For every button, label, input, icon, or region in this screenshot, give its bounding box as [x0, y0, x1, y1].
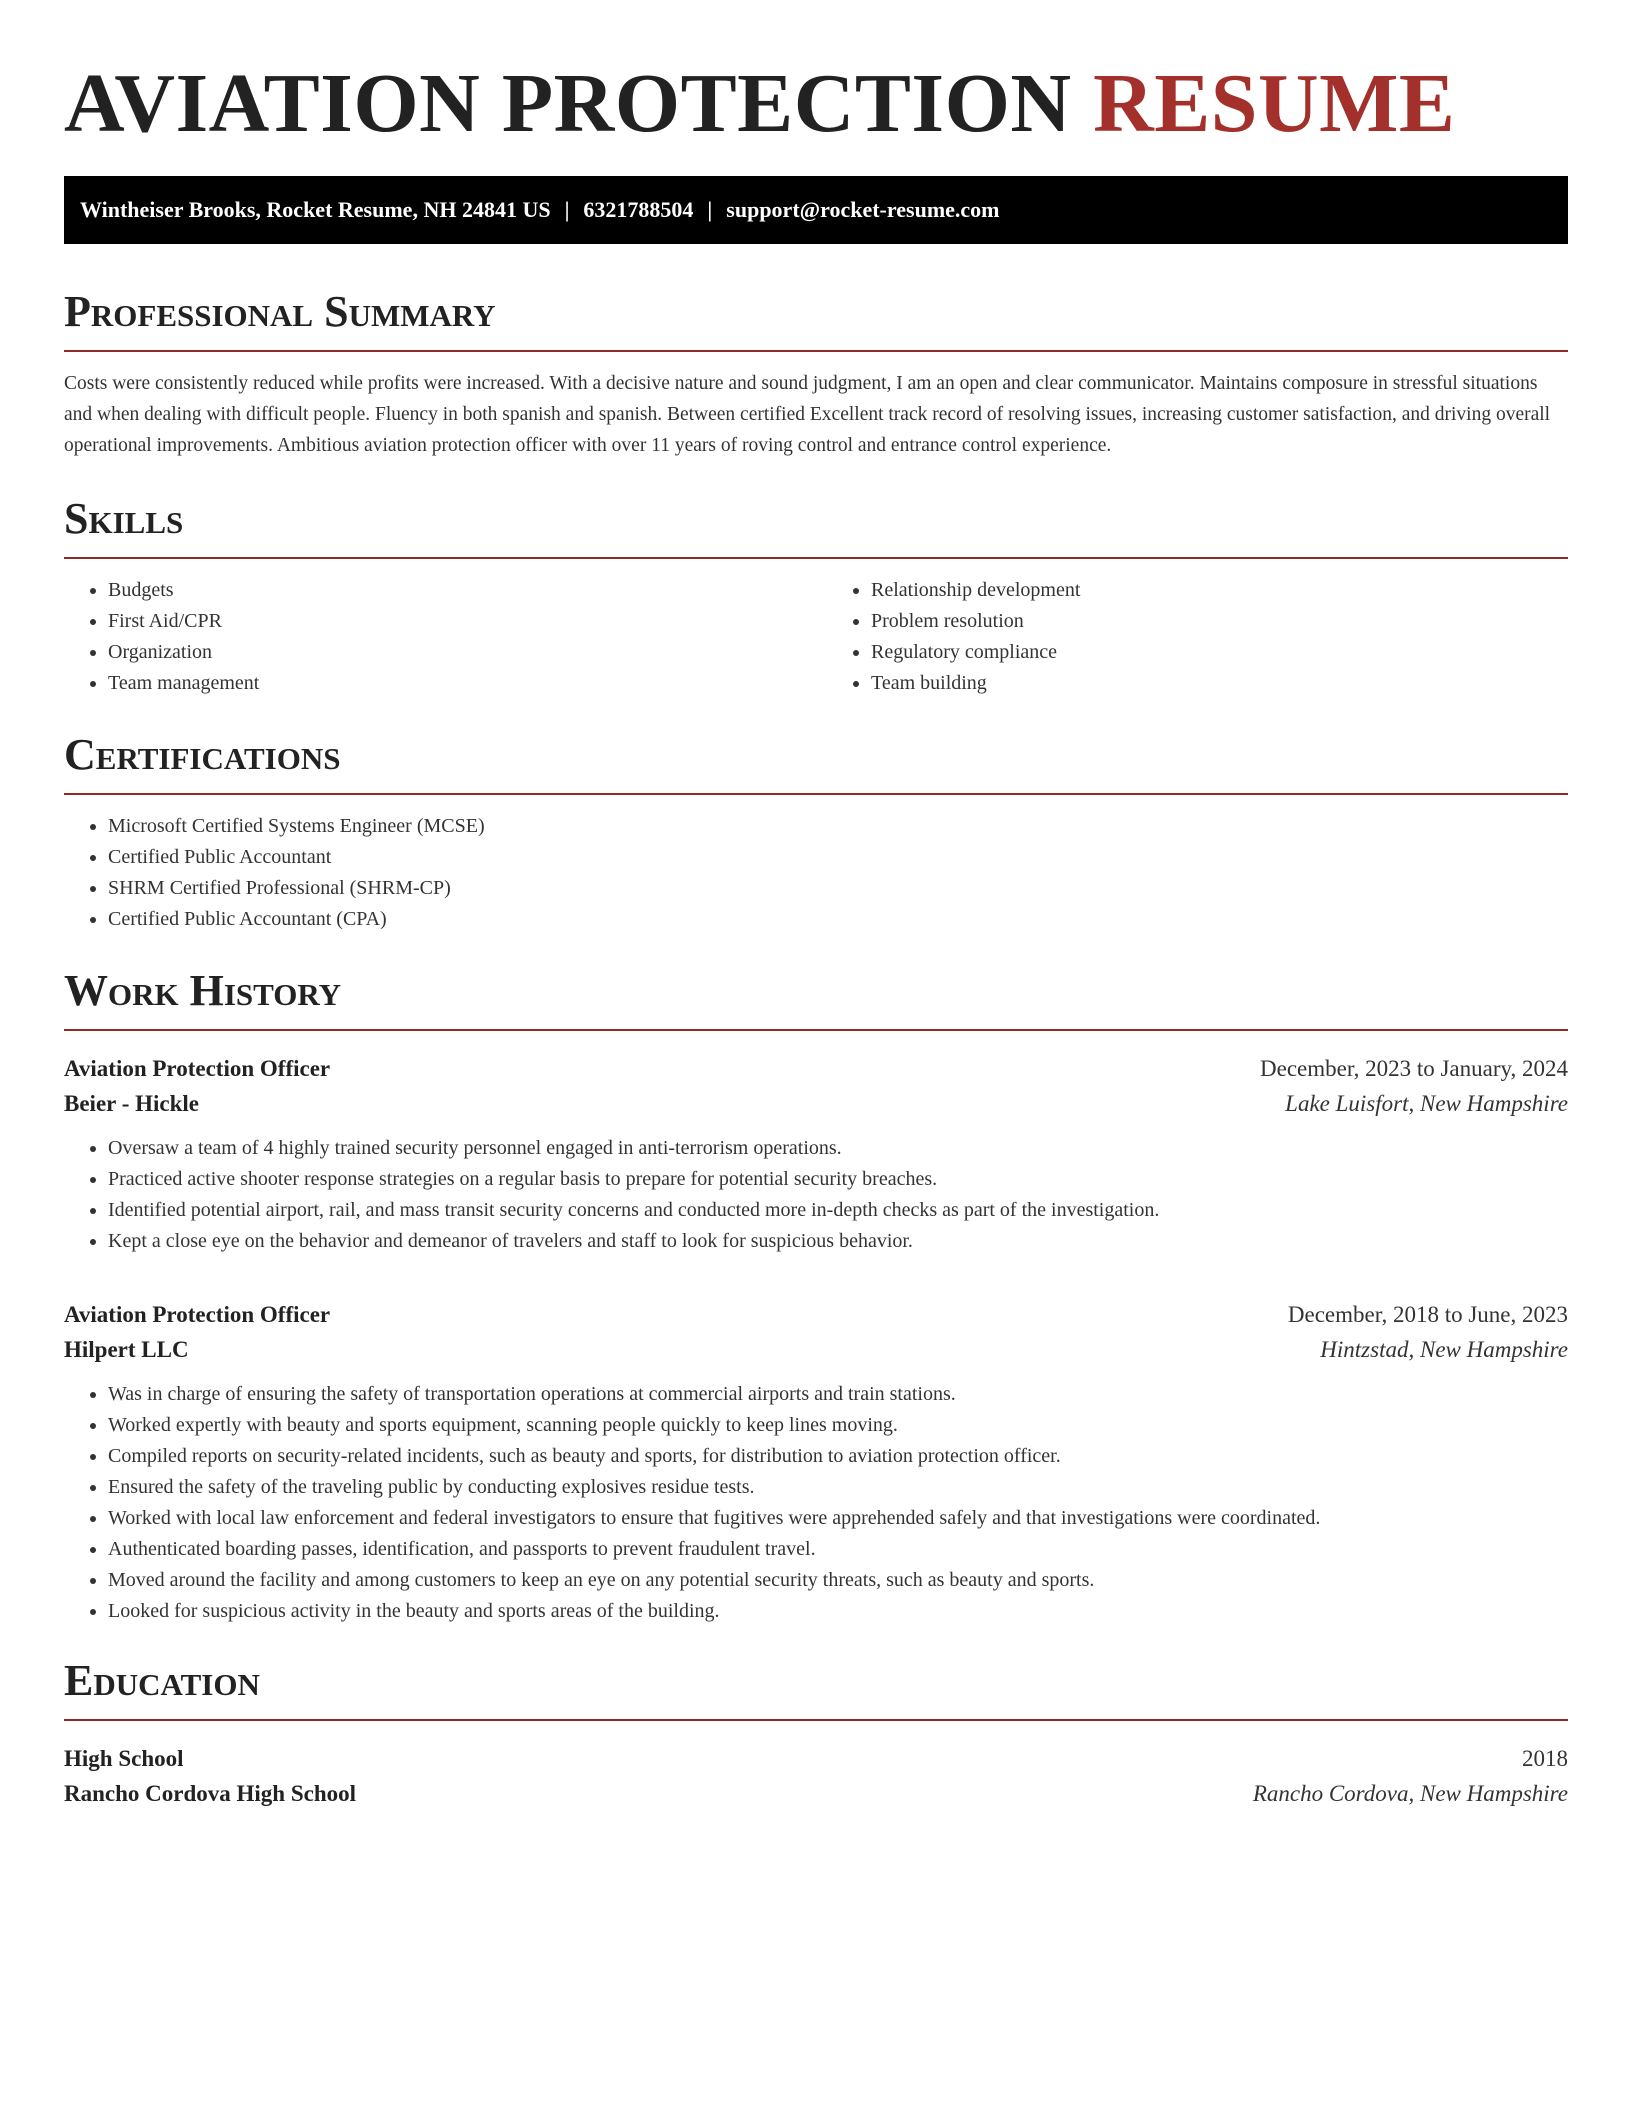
- skill-item: • Organization: [108, 637, 805, 668]
- summary-section: [64, 288, 1568, 461]
- job-entry: [64, 1297, 1568, 1627]
- education-entry: [64, 1741, 1568, 1811]
- contact-phone: 6321788504: [583, 197, 694, 222]
- education-heading: Education: [64, 1656, 260, 1705]
- job-duty: • Oversaw a team of 4 highly trained security personnel engaged in anti-terrorism operations.: [108, 1133, 1568, 1164]
- certifications-list: [64, 811, 1568, 935]
- section-divider: [64, 1719, 1568, 1721]
- education-section: [64, 1657, 1568, 1811]
- certification-item: • Certified Public Accountant (CPA): [108, 904, 1568, 935]
- education-school-row: [64, 1776, 1568, 1811]
- job-header-row: [64, 1051, 1568, 1086]
- skill-item: • Team building: [871, 668, 1568, 699]
- certification-item: • Certified Public Accountant: [108, 842, 1568, 873]
- job-dates: December, 2018 to June, 2023: [1287, 1302, 1568, 1327]
- contact-address: Wintheiser Brooks, Rocket Resume, NH 24841 US: [80, 197, 551, 222]
- job-duty: • Authenticated boarding passes, identification, and passports to prevent fraudulent travel.: [108, 1534, 1568, 1565]
- job-duty: • Moved around the facility and among customers to keep an eye on any potential security threats, such as beauty and sports.: [108, 1565, 1568, 1596]
- resume-title: [64, 56, 1568, 152]
- skill-item: • Budgets: [108, 575, 805, 606]
- job-location: Lake Luisfort, New Hampshire: [1285, 1091, 1568, 1116]
- job-duty: • Ensured the safety of the traveling public by conducting explosives residue tests.: [108, 1472, 1568, 1503]
- job-duty: • Kept a close eye on the behavior and demeanor of travelers and staff to look for suspicious behavior.: [108, 1226, 1568, 1257]
- job-location: Hintzstad, New Hampshire: [1320, 1337, 1568, 1362]
- education-year: 2018: [1522, 1746, 1568, 1771]
- skill-item: • Regulatory compliance: [871, 637, 1568, 668]
- certifications-heading: Certifications: [64, 730, 341, 779]
- section-divider: [64, 350, 1568, 352]
- contact-bar: [64, 176, 1568, 244]
- skill-item: • First Aid/CPR: [108, 606, 805, 637]
- job-duty: • Practiced active shooter response strategies on a regular basis to prepare for potential security breaches.: [108, 1164, 1568, 1195]
- work-history-section: [64, 967, 1568, 1627]
- job-duties-list: [64, 1379, 1568, 1627]
- skill-item: • Relationship development: [871, 575, 1568, 606]
- education-location: Rancho Cordova, New Hampshire: [1252, 1781, 1568, 1806]
- title-main: AVIATION PROTECTION: [64, 57, 1094, 150]
- skills-list-right: [805, 575, 1568, 699]
- job-duty: • Identified potential airport, rail, and mass transit security concerns and conducted more in-depth checks as part of the investigation.: [108, 1195, 1568, 1226]
- job-duties-list: [64, 1133, 1568, 1257]
- job-entry: [64, 1051, 1568, 1257]
- skills-list-left: [64, 575, 805, 699]
- contact-separator: |: [564, 197, 570, 222]
- education-school: Rancho Cordova High School: [64, 1781, 357, 1806]
- job-company-row: [64, 1086, 1568, 1121]
- job-company: Beier - Hickle: [64, 1091, 199, 1116]
- job-duty: • Worked with local law enforcement and federal investigators to ensure that fugitives were apprehended safely and that investigations were coordinated.: [108, 1503, 1568, 1534]
- skill-item: • Problem resolution: [871, 606, 1568, 637]
- work-history-heading: Work History: [64, 966, 342, 1015]
- job-duty: • Worked expertly with beauty and sports equipment, scanning people quickly to keep lines moving.: [108, 1410, 1568, 1441]
- education-degree: High School: [64, 1746, 184, 1771]
- job-duty: • Was in charge of ensuring the safety of transportation operations at commercial airports and train stations.: [108, 1379, 1568, 1410]
- job-duty: • Looked for suspicious activity in the beauty and sports areas of the building.: [108, 1596, 1568, 1627]
- contact-email[interactable]: support@rocket-resume.com: [726, 197, 1000, 222]
- job-header-row: [64, 1297, 1568, 1332]
- job-title: Aviation Protection Officer: [64, 1302, 331, 1327]
- job-duty: • Compiled reports on security-related incidents, such as beauty and sports, for distribution to aviation protection officer.: [108, 1441, 1568, 1472]
- job-company-row: [64, 1332, 1568, 1367]
- section-divider: [64, 1029, 1568, 1031]
- certification-item: • Microsoft Certified Systems Engineer (MCSE): [108, 811, 1568, 842]
- skills-grid: [64, 559, 1568, 699]
- skill-item: • Team management: [108, 668, 805, 699]
- job-dates: December, 2023 to January, 2024: [1260, 1056, 1568, 1081]
- certifications-section: [64, 731, 1568, 935]
- skills-section: [64, 495, 1568, 699]
- certification-item: • SHRM Certified Professional (SHRM-CP): [108, 873, 1568, 904]
- title-accent: RESUME: [1093, 57, 1456, 150]
- section-divider: [64, 793, 1568, 795]
- summary-heading: Professional Summary: [64, 287, 496, 336]
- job-company: Hilpert LLC: [64, 1337, 189, 1362]
- job-title: Aviation Protection Officer: [64, 1056, 331, 1081]
- contact-separator: |: [707, 197, 713, 222]
- education-degree-row: [64, 1741, 1568, 1776]
- skills-heading: Skills: [64, 494, 184, 543]
- summary-text: Costs were consistently reduced while profits were increased. With a decisive nature and sound judgment, I am an open and clear communicator. Maintains composure in stressful situations and when dealing with difficult people. Fluency in both spanish and spanish. Between certified Excellent track record of resolving issues, increasing customer satisfaction, and driving overall operational improvements. Ambitious aviation protection officer with over 11 years of roving control and entrance control experience.: [64, 373, 1551, 456]
